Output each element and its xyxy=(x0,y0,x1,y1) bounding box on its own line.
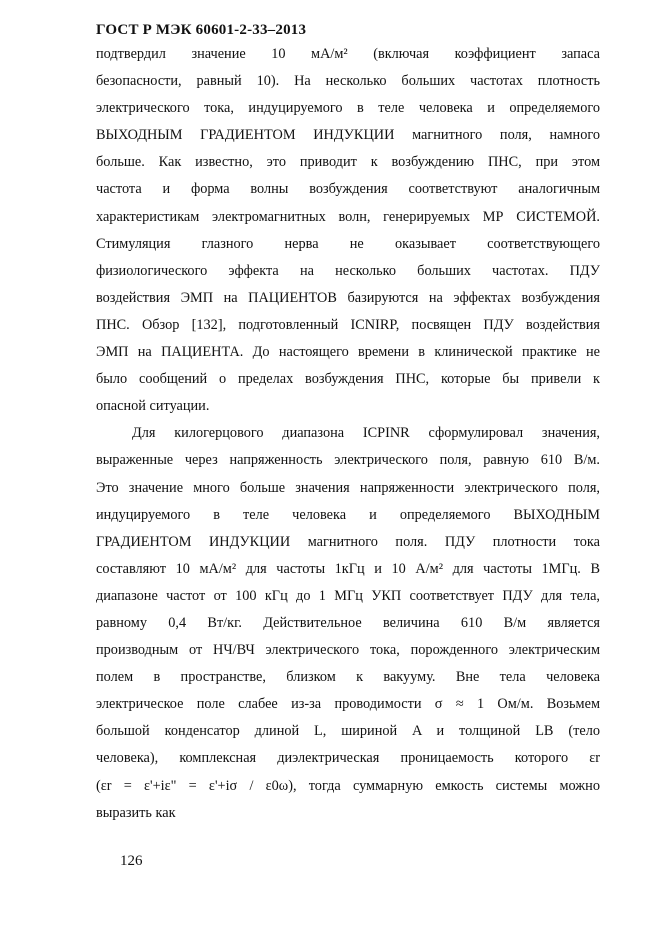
text-line: ВЫХОДНЫМ ГРАДИЕНТОМ ИНДУКЦИИ магнитного поля, намного xyxy=(96,127,600,144)
text-line: равному 0,4 Вт/кг. Действительное величина 610 В/м является xyxy=(96,614,600,631)
body-text xyxy=(96,41,600,827)
standard-header: ГОСТ Р МЭК 60601-2-33–2013 xyxy=(96,22,307,38)
text-line: больше. Как известно, это приводит к возбуждению ПНС, при этом xyxy=(96,154,600,171)
text-line: диапазоне частот от 100 кГц до 1 МГц УКП соответствует ПДУ для тела, xyxy=(96,587,600,604)
text-line: электрическое поле слабее из-за проводимости σ ≈ 1 Ом/м. Возьмем xyxy=(96,696,600,713)
text-line: большой конденсатор длиной L, шириной A и толщиной LB (тело xyxy=(96,723,600,740)
text-line: Для килогерцового диапазона ICPINR сформулировал значения, xyxy=(132,425,600,442)
text-line: ЭМП на ПАЦИЕНТА. До настоящего времени в клинической практике не xyxy=(96,344,600,361)
text-line: подтвердил значение 10 мА/м² (включая коэффициент запаса xyxy=(96,46,600,62)
text-line: безопасности, равный 10). На несколько больших частотах плотность xyxy=(96,73,600,90)
text-line: выразить как xyxy=(96,804,176,821)
text-line: частота и форма волны возбуждения соответствуют аналогичным xyxy=(96,181,600,198)
text-line: Стимуляция глазного нерва не оказывает соответствующего xyxy=(96,235,600,252)
text-line: Это значение много больше значения напряженности электрического поля, xyxy=(96,479,600,496)
text-line: составляют 10 мА/м² для частоты 1кГц и 10 А/м² для частоты 1МГц. В xyxy=(96,560,600,577)
text-line: характеристикам электромагнитных волн, генерируемых МР СИСТЕМОЙ. xyxy=(96,208,600,225)
page-number: 126 xyxy=(120,853,143,869)
text-line: опасной ситуации. xyxy=(96,398,210,415)
text-line: производным от НЧ/ВЧ электрического тока, порожденного электрическим xyxy=(96,642,600,659)
text-line: было сообщений о пределах возбуждения ПНС, которые бы привели к xyxy=(96,371,600,388)
text-line: воздействия ЭМП на ПАЦИЕНТОВ базируются на эффектах возбуждения xyxy=(96,289,600,306)
text-line: индуцируемого в теле человека и определяемого ВЫХОДНЫМ xyxy=(96,506,600,523)
text-line: человека), комплексная диэлектрическая проницаемость которого εr xyxy=(96,750,600,767)
text-line: (εr = ε'+iε" = ε'+iσ / ε0ω), тогда суммарную емкость системы можно xyxy=(96,777,600,794)
text-line: физиологического эффекта на несколько больших частотах. ПДУ xyxy=(96,262,600,279)
text-line: электрического тока, индуцируемого в теле человека и определяемого xyxy=(96,100,600,117)
text-line: полем в пространстве, близком к вакууму. Вне тела человека xyxy=(96,669,600,686)
text-line: ГРАДИЕНТОМ ИНДУКЦИИ магнитного поля. ПДУ плотности тока xyxy=(96,533,600,550)
text-line: выраженные через напряженность электрического поля, равную 610 В/м. xyxy=(96,452,600,469)
text-line: ПНС. Обзор [132], подготовленный ICNIRP, посвящен ПДУ воздействия xyxy=(96,316,600,333)
